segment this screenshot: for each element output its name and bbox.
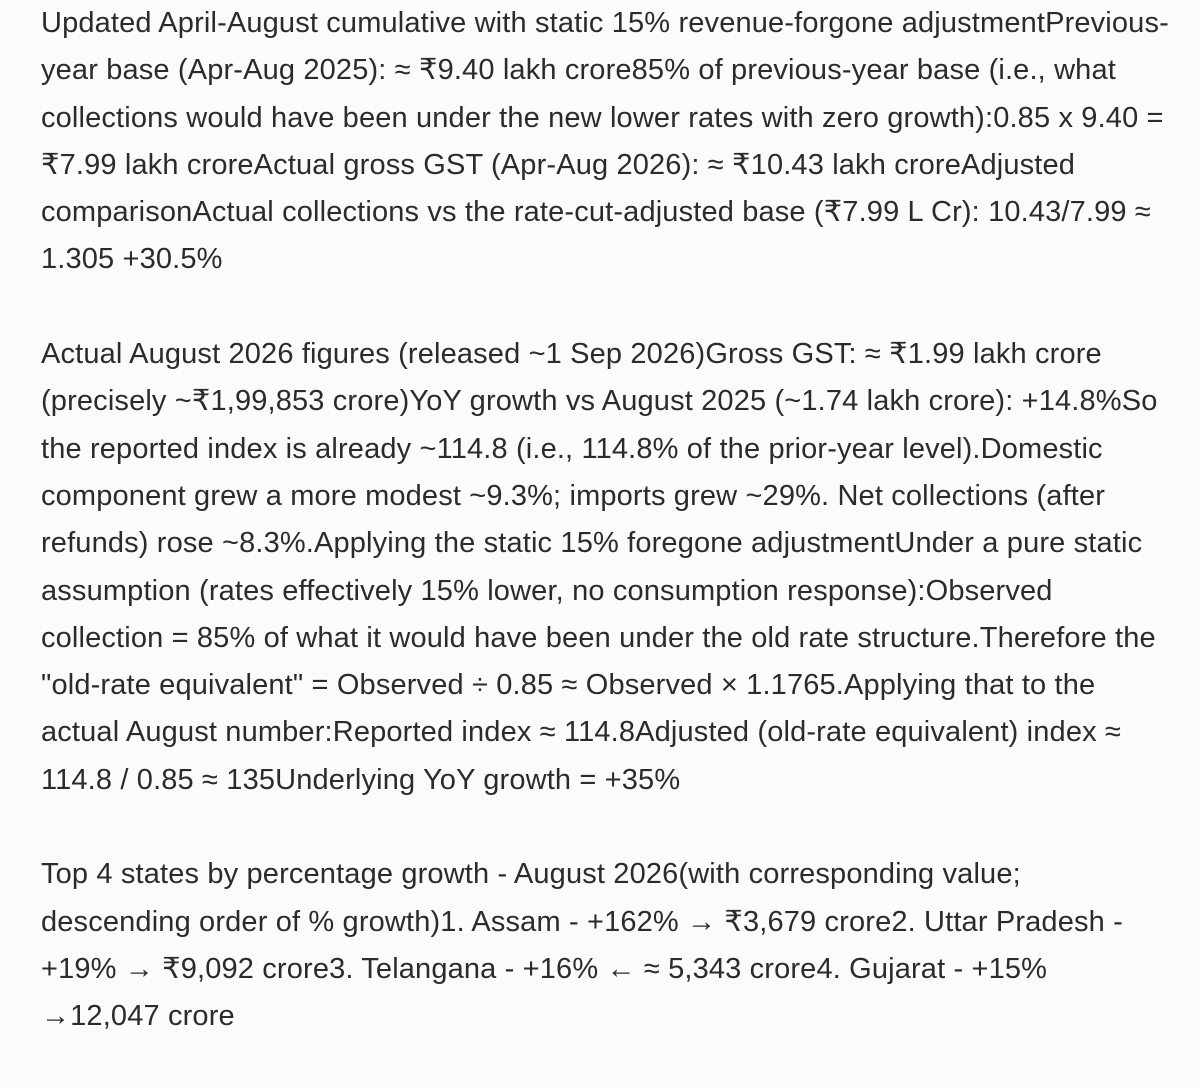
note-body xyxy=(41,0,1171,1088)
paragraph-august-figures: Actual August 2026 figures (released ~1 Sep 2026)Gross GST: ≈ ₹1.99 lakh crore (precisely ~₹1,99,853 crore)YoY growth vs August 2025 (~1.74 lakh crore): +14.8%So the reported index is already ~114.8 (i.e., 114.8% of the prior-year level).Domestic component grew a more modest ~9.3%; imports grew ~29%. Net collections (after refunds) rose ~8.3%.Applying the static 15% foregone adjustmentUnder a pure static assumption (rates effectively 15% lower, no consumption response):Observed collection = 85% of what it would have been under the old rate structure.Therefore the "old-rate equivalent" = Observed ÷ 0.85 ≈ Observed × 1.1765.Applying that to the actual August number:Reported index ≈ 114.8Adjusted (old-rate equivalent) index ≈ 114.8 / 0.85 ≈ 135Underlying YoY growth = +35% xyxy=(41,338,1158,796)
paragraph-cumulative-adjustment: Updated April-August cumulative with static 15% revenue-forgone adjustmentPrevious-year base (Apr-Aug 2025): ≈ ₹9.40 lakh crore85% of previous-year base (i.e., what collections would have been under the new lower rates with zero growth):0.85 x 9.40 = ₹7.99 lakh croreActual gross GST (Apr-Aug 2026): ≈ ₹10.43 lakh croreAdjusted comparisonActual collections vs the rate-cut-adjusted base (₹7.99 L Cr): 10.43/7.99 ≈ 1.305 +30.5% xyxy=(41,7,1169,276)
paragraph-top-states: Top 4 states by percentage growth - August 2026(with corresponding value; descending order of % growth)1. Assam - +162% → ₹3,679 crore2. Uttar Pradesh - +19% → ₹9,092 crore3. Telangana - +16% ← ≈ 5,343 crore4. Gujarat - +15% →12,047 crore xyxy=(41,858,1123,1033)
